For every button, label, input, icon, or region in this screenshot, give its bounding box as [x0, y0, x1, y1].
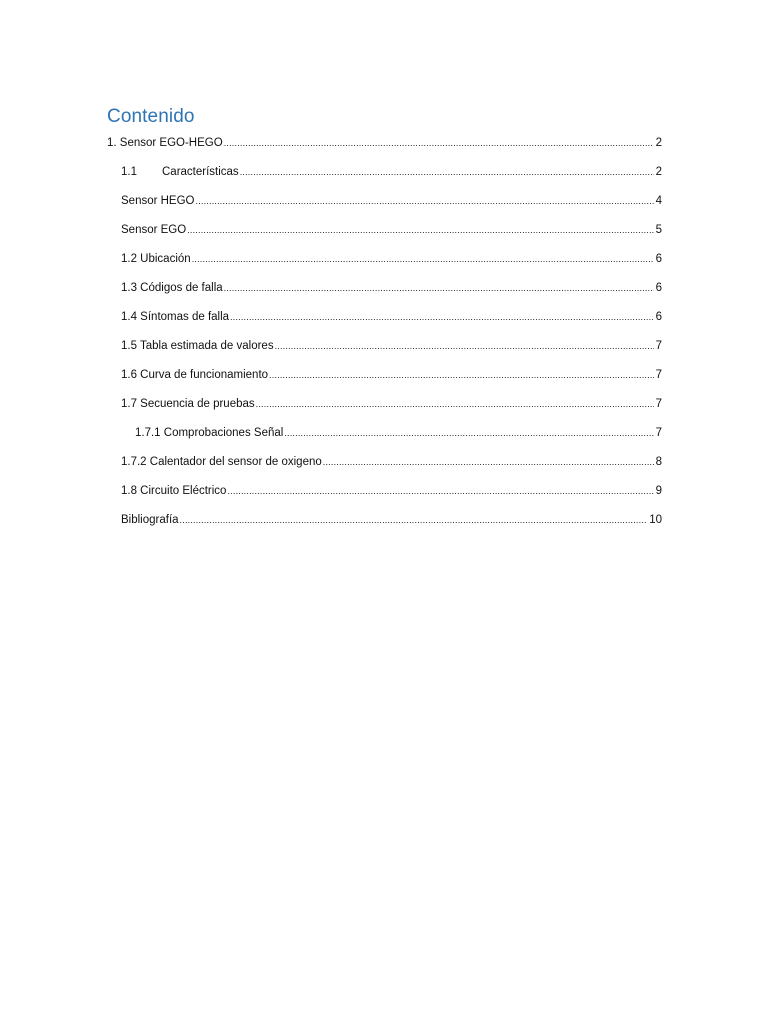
toc-dot-leader — [323, 456, 654, 469]
toc-entry-label: 1. Sensor EGO-HEGO — [107, 137, 223, 149]
toc-entry-text: Características — [162, 166, 239, 178]
toc-entry-label: 1.6 Curva de funcionamiento — [121, 369, 269, 381]
toc-entry-sensor-ego[interactable] — [121, 221, 662, 237]
toc-page-number: 9 — [655, 485, 662, 497]
toc-dot-leader — [269, 369, 654, 382]
toc-page-number: 4 — [655, 195, 662, 207]
toc-entry-label: 1.7.1 Comprobaciones Señal — [135, 427, 284, 439]
toc-page-number: 7 — [655, 369, 662, 381]
toc-entry-number: 1.1 — [121, 166, 137, 178]
toc-dot-leader — [275, 340, 654, 353]
toc-page-number: 2 — [655, 166, 662, 178]
toc-page-number: 7 — [655, 427, 662, 439]
toc-entry-codigos-de-falla[interactable] — [121, 279, 662, 295]
toc-entry-ubicacion[interactable] — [121, 250, 662, 266]
toc-dot-leader — [224, 137, 654, 150]
toc-page-number: 8 — [655, 456, 662, 468]
toc-dot-leader — [224, 282, 654, 295]
toc-entry-circuito-electrico[interactable] — [121, 482, 662, 498]
toc-entry-label: 1.8 Circuito Eléctrico — [121, 485, 227, 497]
toc-dot-leader — [230, 311, 654, 324]
toc-page-number: 5 — [655, 224, 662, 236]
toc-entry-label: 1.2 Ubicación — [121, 253, 191, 265]
toc-entry-bibliografia[interactable] — [121, 511, 662, 527]
toc-page-number: 6 — [655, 282, 662, 294]
toc-dot-leader — [196, 195, 654, 208]
toc-entry-calentador-sensor[interactable] — [121, 453, 662, 469]
toc-dot-leader — [187, 224, 653, 237]
toc-dot-leader — [256, 398, 654, 411]
toc-title: Contenido — [107, 106, 195, 127]
toc-page-number: 7 — [655, 398, 662, 410]
toc-page-number: 6 — [655, 311, 662, 323]
toc-entry-curva-de-funcionamiento[interactable] — [121, 366, 662, 382]
toc-page-number: 2 — [655, 137, 662, 149]
toc-page-number: 10 — [649, 514, 662, 526]
toc-entry-sintomas-de-falla[interactable] — [121, 308, 662, 324]
toc-entry-sensor-hego[interactable] — [121, 192, 662, 208]
toc-entry-caracteristicas[interactable] — [121, 163, 662, 179]
toc-entry-label: Bibliografía — [121, 514, 179, 526]
toc-dot-leader — [227, 485, 653, 498]
toc-page-number: 7 — [655, 340, 662, 352]
toc-entry-sensor-ego-hego[interactable] — [107, 134, 662, 150]
toc-dot-leader — [284, 427, 653, 440]
toc-entry-label — [121, 165, 240, 179]
toc-entry-tabla-estimada[interactable] — [121, 337, 662, 353]
toc-entry-label: Sensor EGO — [121, 224, 187, 236]
toc-entry-label: 1.3 Códigos de falla — [121, 282, 223, 294]
toc-entry-label: 1.4 Síntomas de falla — [121, 311, 230, 323]
toc-entry-label: 1.7.2 Calentador del sensor de oxigeno — [121, 456, 322, 468]
toc-dot-leader — [240, 166, 654, 179]
toc-page-number: 6 — [655, 253, 662, 265]
toc-entry-label: Sensor HEGO — [121, 195, 195, 207]
toc-dot-leader — [180, 514, 648, 527]
toc-entry-comprobaciones-senal[interactable] — [135, 424, 662, 440]
toc-entry-label: 1.7 Secuencia de pruebas — [121, 398, 255, 410]
toc-dot-leader — [192, 253, 654, 266]
toc-entry-secuencia-de-pruebas[interactable] — [121, 395, 662, 411]
toc-entry-label: 1.5 Tabla estimada de valores — [121, 340, 274, 352]
